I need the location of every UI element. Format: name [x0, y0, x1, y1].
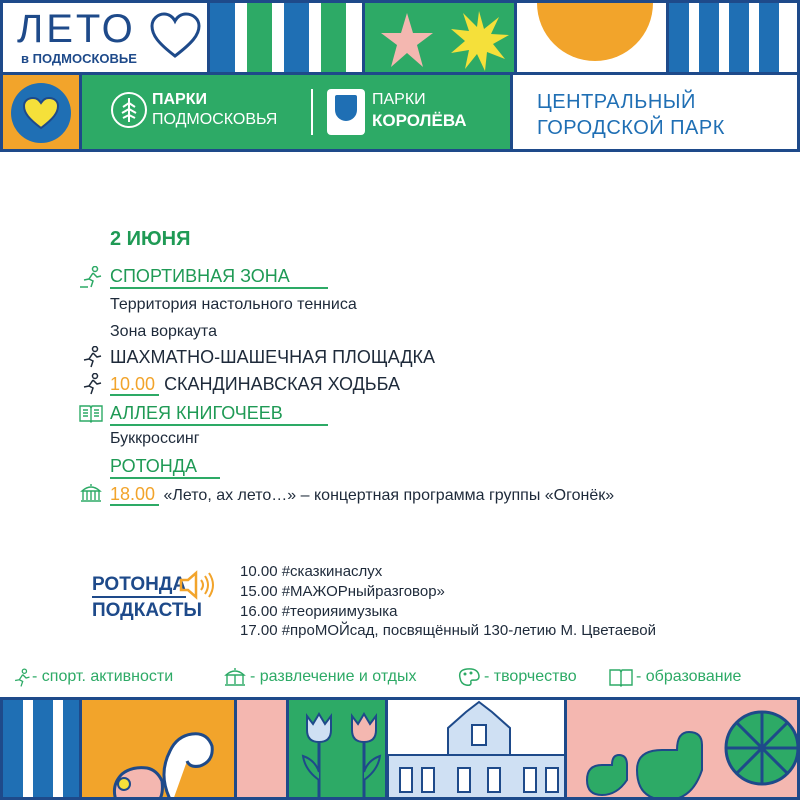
rotunda-icon	[78, 482, 104, 504]
leto-logo-text: ЛЕТО	[17, 7, 136, 51]
yellow-heart-icon	[21, 95, 61, 131]
tulip-blue-icon	[299, 710, 339, 800]
runner-icon	[78, 266, 104, 288]
concert-time: 18.00	[110, 484, 159, 506]
podcast-item: 16.00 #теорияимузыка	[240, 603, 398, 620]
palace-building-icon	[388, 700, 567, 800]
speaker-icon	[178, 570, 218, 600]
carousel-icon	[222, 666, 248, 688]
concert-label: «Лето, ах лето…» – концертная программа группы «Огонёк»	[163, 487, 615, 504]
workout-item: Зона воркаута	[110, 323, 217, 340]
nordic-time: 10.00	[110, 374, 159, 396]
runner-icon	[78, 346, 104, 368]
leaf-icon	[110, 91, 148, 129]
logo-divider	[311, 89, 313, 135]
podcast-item: 17.00 #проМОЙсад, посвящённый 130-летию М. Цветаевой	[240, 622, 656, 639]
sun-tile	[514, 0, 669, 75]
open-book-icon	[78, 402, 104, 424]
parks-korolev-line2: КОРОЛЁВА	[372, 111, 467, 130]
tulips-tile	[286, 697, 388, 800]
podcasts-title-line2: ПОДКАСТЫ	[92, 600, 203, 621]
half-sun-icon	[517, 3, 669, 75]
nordic-walking	[110, 374, 400, 395]
squirrel-tile	[79, 697, 237, 800]
building-tile	[385, 697, 567, 800]
parks-podmoskovya-line2: ПОДМОСКОВЬЯ	[152, 111, 278, 128]
rotunda-title: РОТОНДА	[110, 456, 220, 479]
bookcrossing-item: Буккроссинг	[110, 430, 200, 447]
runner-icon	[10, 668, 32, 688]
heart-tile	[0, 72, 82, 152]
legend-education: - образование	[636, 668, 742, 685]
event-date: 2 ИЮНЯ	[110, 228, 191, 250]
legend-sport: - спорт. активности	[32, 668, 174, 685]
stars-tile	[362, 0, 517, 75]
pink-star-icon	[377, 11, 437, 71]
yellow-sun-star-icon	[447, 9, 511, 73]
legend-creativity: - творчество	[484, 668, 577, 685]
tulip-pink-icon	[344, 710, 384, 800]
park-name-tile	[510, 72, 800, 152]
leto-logo-tile	[0, 0, 210, 75]
chess-area: ШАХМАТНО-ШАШЕЧНАЯ ПЛОЩАДКА	[110, 347, 436, 367]
podcast-item: 15.00 #МАЖОРныйразговор»	[240, 583, 445, 600]
birds-tile	[564, 697, 800, 800]
open-book-icon	[608, 666, 634, 688]
tennis-item: Территория настольного тенниса	[110, 296, 357, 313]
parks-logos-tile	[79, 72, 513, 152]
parks-korolev-line1: ПАРКИ	[372, 91, 426, 108]
stripes-tile	[207, 0, 365, 75]
podcast-item: 10.00 #сказкинаслух	[240, 563, 383, 580]
park-name-line2: ГОРОДСКОЙ ПАРК	[537, 117, 725, 139]
sports-zone-title: СПОРТИВНАЯ ЗОНА	[110, 266, 328, 289]
books-alley-title: АЛЛЕЯ КНИГОЧЕЕВ	[110, 403, 328, 426]
footer-stripes-left	[0, 697, 82, 800]
park-name-line1: ЦЕНТРАЛЬНЫЙ	[537, 91, 696, 113]
legend-leisure: - развлечение и отдых	[250, 668, 417, 685]
pink-tile	[234, 697, 289, 800]
leto-logo-sub: в ПОДМОСКОВЬЕ	[21, 51, 137, 66]
right-stripes-tile	[666, 0, 800, 75]
parks-podmoskovya-line1: ПАРКИ	[152, 91, 207, 108]
nordic-label: СКАНДИНАВСКАЯ ХОДЬБА	[164, 374, 401, 394]
palette-icon	[456, 666, 482, 688]
podcasts-title-line1: РОТОНДА	[92, 574, 186, 598]
heart-outline-icon	[148, 11, 203, 61]
birds-icon	[567, 700, 800, 800]
squirrel-icon	[102, 706, 222, 800]
runner-icon	[78, 373, 104, 395]
korolev-emblem-icon	[327, 89, 365, 135]
concert-item	[110, 484, 614, 505]
